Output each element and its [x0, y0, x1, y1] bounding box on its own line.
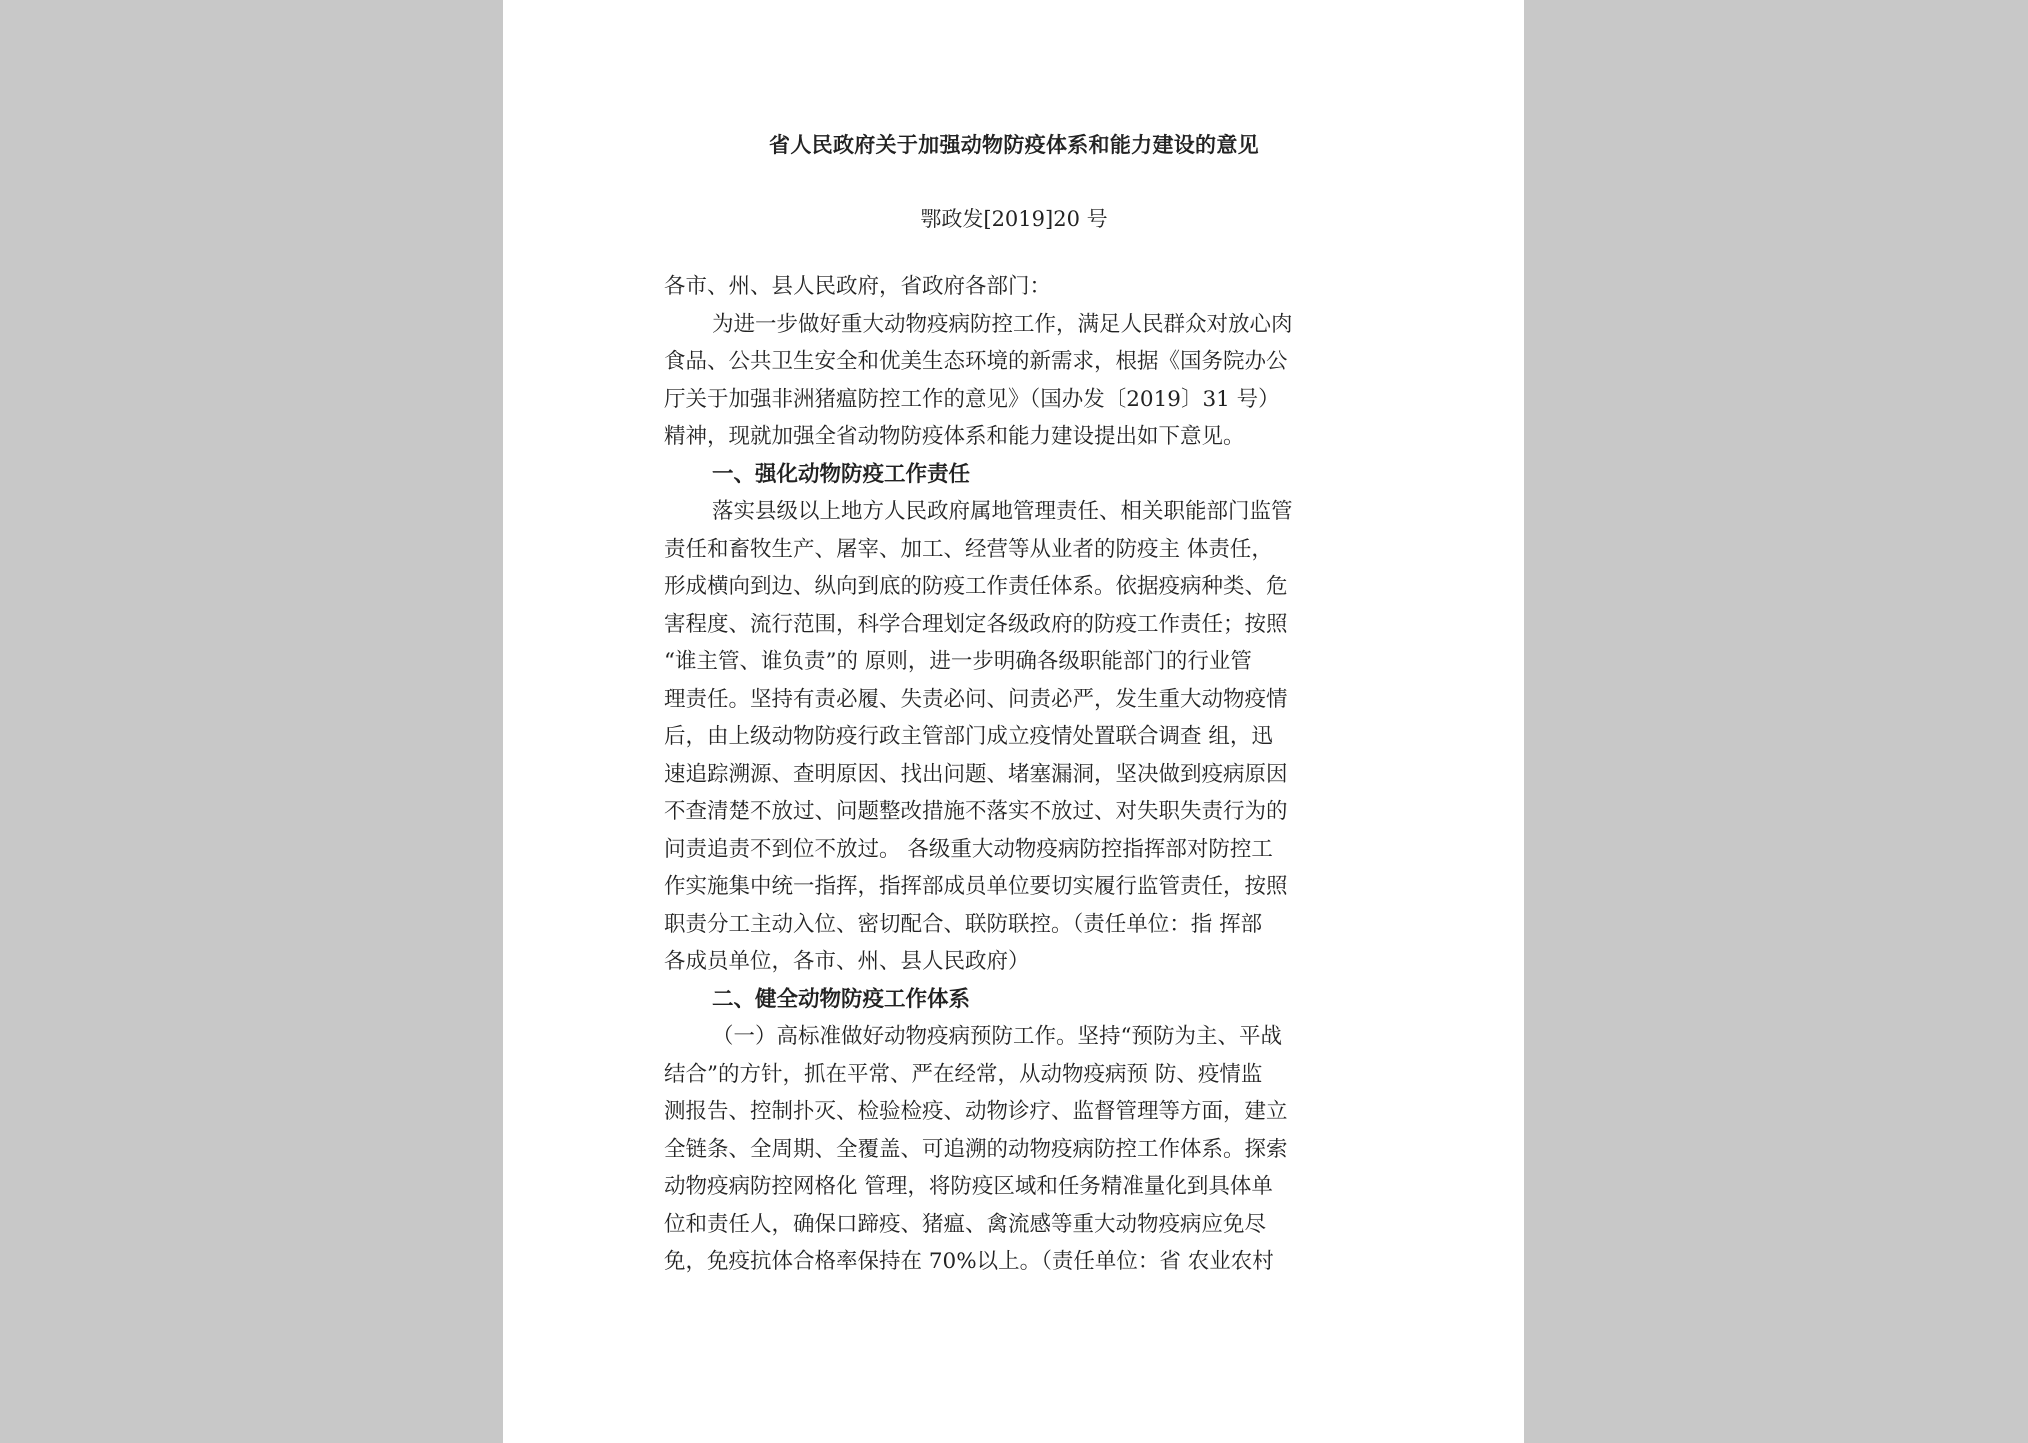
text-line: 食品、公共卫生安全和优美生态环境的新需求，根据《国务院办公 — [664, 349, 1288, 374]
text-line: 形成横向到边、纵向到底的防疫工作责任体系。依据疫病种类、危 — [664, 574, 1288, 599]
text-line: 职责分工主动入位、密切配合、联防联控。（责任单位：指 挥部 — [664, 911, 1263, 937]
text-line: 各市、州、县人民政府，省政府各部门： — [664, 274, 1052, 299]
text-line: 速追踪溯源、查明原因、找出问题、堵塞漏洞，坚决做到疫病原因 — [664, 761, 1288, 787]
text-line: 全链条、全周期、全覆盖、可追溯的动物疫病防控工作体系。探索 — [664, 1136, 1288, 1162]
text-line: 后，由上级动物防疫行政主管部门成立疫情处置联合调查 组，迅 — [664, 724, 1273, 749]
text-line: 动物疫病防控网格化 管理，将防疫区域和任务精准量化到具体单 — [664, 1174, 1273, 1199]
text-line: 测报告、控制扑灭、检验检疫、动物诊疗、监督管理等方面，建立 — [664, 1099, 1288, 1124]
section-heading: 一、强化动物防疫工作责任 — [712, 461, 971, 487]
text-line: 问责追责不到位不放过。 各级重大动物疫病防控指挥部对防控工 — [664, 836, 1273, 862]
section-heading: 二、健全动物防疫工作体系 — [712, 986, 971, 1012]
document-title: 省人民政府关于加强动物防疫体系和能力建设的意见 — [769, 132, 1259, 157]
text-line: 落实县级以上地方人民政府属地管理责任、相关职能部门监管 — [712, 499, 1293, 524]
text-line: 免，免疫抗体合格率保持在 70%以上。（责任单位：省 农业农村 — [664, 1249, 1274, 1274]
text-line: 精神，现就加强全省动物防疫体系和能力建设提出如下意见。 — [664, 424, 1245, 449]
text-line: “谁主管、谁负责”的 原则，进一步明确各级职能部门的行业管 — [664, 649, 1252, 674]
text-line: 理责任。坚持有责必履、失责必问、问责必严，发生重大动物疫情 — [664, 686, 1288, 712]
text-line: 各成员单位，各市、州、县人民政府） — [664, 949, 1030, 974]
document-body — [664, 268, 1364, 1281]
text-line: 害程度、流行范围，科学合理划定各级政府的防疫工作责任；按照 — [664, 611, 1288, 637]
document-content — [664, 128, 1364, 1281]
text-line: 结合”的方针，抓在平常、严在经常，从动物疫病预 防、疫情监 — [664, 1061, 1263, 1087]
text-line: 位和责任人，确保口蹄疫、猪瘟、禽流感等重大动物疫病应免尽 — [664, 1211, 1267, 1237]
document-number: 鄂政发[2019]20 号 — [920, 207, 1108, 231]
text-line: 厅关于加强非洲猪瘟防控工作的意见》（国办发〔2019〕31 号） — [664, 386, 1280, 412]
text-line: 责任和畜牧生产、屠宰、加工、经营等从业者的防疫主 体责任， — [664, 536, 1273, 562]
text-line: 不查清楚不放过、问题整改措施不落实不放过、对失职失责行为的 — [664, 799, 1288, 824]
text-line: 作实施集中统一指挥，指挥部成员单位要切实履行监管责任，按照 — [664, 874, 1288, 899]
text-line: 为进一步做好重大动物疫病防控工作，满足人民群众对放心肉 — [712, 311, 1293, 337]
text-line: （一）高标准做好动物疫病预防工作。坚持“预防为主、平战 — [712, 1024, 1282, 1049]
document-page — [503, 0, 1524, 1443]
